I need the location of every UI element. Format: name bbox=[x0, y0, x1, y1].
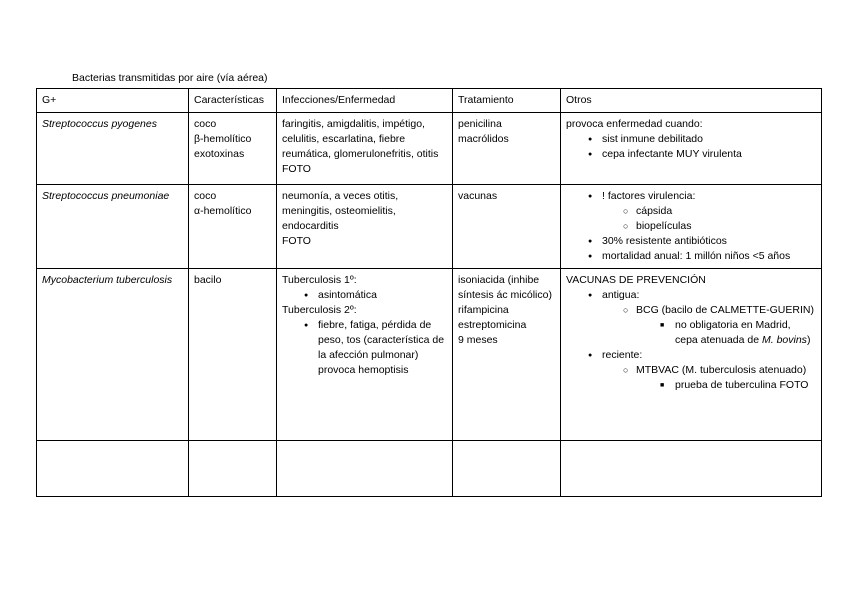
infections-cell bbox=[277, 269, 453, 441]
header-row bbox=[37, 89, 822, 113]
list-item: ● antigua: bbox=[566, 288, 816, 303]
list-item: ● asintomática bbox=[282, 288, 447, 303]
header-g-plus: G+ bbox=[37, 89, 189, 113]
treatment-item: rifampicina bbox=[458, 304, 509, 316]
treatment-cell bbox=[453, 185, 561, 269]
characteristics-cell bbox=[189, 269, 277, 441]
characteristic: coco bbox=[194, 118, 217, 130]
list-subitem: ○ cápsida bbox=[566, 204, 816, 219]
header-infecciones: Infecciones/Enfermedad bbox=[277, 89, 453, 113]
treatment-item: isoniacida (inhibe síntesis ác micólico) bbox=[458, 274, 552, 301]
empty-cell bbox=[37, 441, 189, 497]
header-caracteristicas: Características bbox=[189, 89, 277, 113]
tb1-heading: Tuberculosis 1º: bbox=[282, 274, 357, 286]
bcg-note-close: ) bbox=[806, 334, 811, 346]
tb1-list bbox=[282, 288, 447, 303]
list-item: ● sist inmune debilitado bbox=[566, 132, 816, 147]
list-subitem: ○ MTBVAC (M. tuberculosis atenuado) bbox=[566, 363, 816, 378]
infections-cell bbox=[277, 113, 453, 185]
table-row bbox=[37, 269, 822, 441]
characteristic: α-hemolítico bbox=[194, 205, 252, 217]
treatment-item: 9 meses bbox=[458, 334, 498, 346]
characteristic: coco bbox=[194, 190, 217, 202]
characteristic: β-hemolítico bbox=[194, 133, 252, 145]
list-subitem: ○ biopelículas bbox=[566, 219, 816, 234]
otros-cell bbox=[561, 269, 822, 441]
treatment-item: estreptomicina bbox=[458, 319, 527, 331]
list-item: ● 30% resistente antibióticos bbox=[566, 234, 816, 249]
list-subsubitem: ■ prueba de tuberculina FOTO bbox=[566, 378, 816, 393]
species-name: Streptococcus pyogenes bbox=[42, 118, 157, 130]
treatment-item: macrólidos bbox=[458, 133, 509, 145]
treatment-item: penicilina bbox=[458, 118, 502, 130]
table-row-empty bbox=[37, 441, 822, 497]
infections-text: neumonía, a veces otitis, meningitis, osteomielitis, endocarditis bbox=[282, 190, 399, 232]
bacteria-name bbox=[37, 269, 189, 441]
header-tratamiento: Tratamiento bbox=[453, 89, 561, 113]
otros-list bbox=[566, 132, 816, 162]
empty-cell bbox=[277, 441, 453, 497]
species-name: Mycobacterium tuberculosis bbox=[42, 274, 173, 286]
vaccines-title: VACUNAS DE PREVENCIÓN bbox=[566, 274, 706, 286]
tb2-heading: Tuberculosis 2º: bbox=[282, 304, 357, 316]
list-subitem: ○ BCG (bacilo de CALMETTE-GUERIN) bbox=[566, 303, 816, 318]
characteristics-cell bbox=[189, 185, 277, 269]
bcg-note-species: M. bovins bbox=[762, 334, 807, 346]
list-item: ● ! factores virulencia: bbox=[566, 189, 816, 204]
bacteria-name bbox=[37, 185, 189, 269]
empty-cell bbox=[453, 441, 561, 497]
table-row bbox=[37, 185, 822, 269]
foto-label: FOTO bbox=[282, 235, 311, 247]
header-otros: Otros bbox=[561, 89, 822, 113]
vaccines-list bbox=[566, 288, 816, 393]
treatment-cell bbox=[453, 113, 561, 185]
empty-cell bbox=[189, 441, 277, 497]
infections-text: faringitis, amigdalitis, impétigo, celulitis, escarlatina, fiebre reumática, glomerulonefritis, otitis bbox=[282, 118, 439, 160]
list-subsubitem bbox=[566, 318, 816, 348]
infections-cell bbox=[277, 185, 453, 269]
otros-list bbox=[566, 189, 816, 264]
otros-cell bbox=[561, 185, 822, 269]
characteristic: exotoxinas bbox=[194, 148, 245, 160]
list-item: ● mortalidad anual: 1 millón niños <5 años bbox=[566, 249, 816, 264]
list-item: ● reciente: bbox=[566, 348, 816, 363]
otros-intro: provoca enfermedad cuando: bbox=[566, 118, 703, 130]
empty-cell bbox=[561, 441, 822, 497]
treatment-cell bbox=[453, 269, 561, 441]
bcg-note: no obligatoria en Madrid, cepa atenuada de bbox=[675, 319, 791, 346]
table-caption: Bacterias transmitidas por aire (vía aérea) bbox=[72, 72, 268, 84]
table-row bbox=[37, 113, 822, 185]
treatment-item: vacunas bbox=[458, 190, 498, 202]
characteristics-cell bbox=[189, 113, 277, 185]
otros-cell bbox=[561, 113, 822, 185]
list-item: ● cepa infectante MUY virulenta bbox=[566, 147, 816, 162]
bacteria-table bbox=[36, 88, 822, 497]
list-item: ● fiebre, fatiga, pérdida de peso, tos (característica de la afección pulmonar) provoca hemoptisis bbox=[282, 318, 447, 378]
characteristic: bacilo bbox=[194, 274, 222, 286]
species-name: Streptococcus pneumoniae bbox=[42, 190, 170, 202]
tb2-list bbox=[282, 318, 447, 378]
bacteria-name bbox=[37, 113, 189, 185]
foto-label: FOTO bbox=[282, 163, 311, 175]
